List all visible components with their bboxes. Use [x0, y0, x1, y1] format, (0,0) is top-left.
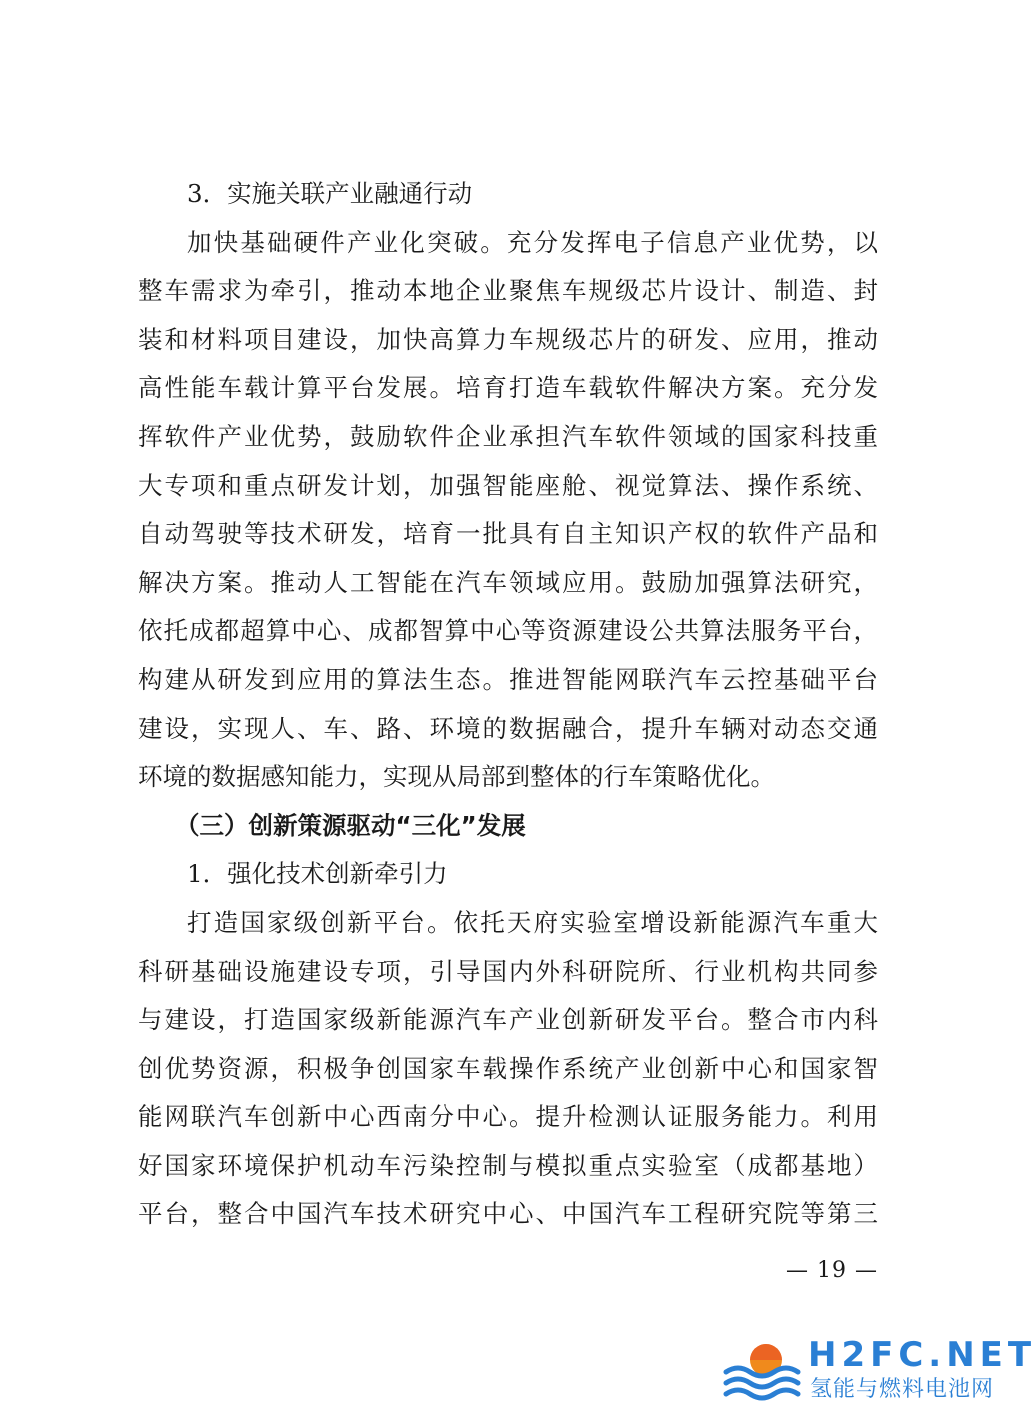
section-heading-3: （三）创新策源驱动“三化”发展: [175, 810, 526, 840]
watermark-title: H2FC.NET: [808, 1335, 1036, 1375]
paragraph-line: 依托成都超算中心、成都智算中心等资源建设公共算法服务平台，: [138, 616, 878, 646]
subsection-heading-3: 3．实施关联产业融通行动: [187, 179, 473, 208]
paragraph-line: 高性能车载计算平台发展。培育打造车载软件解决方案。充分发: [138, 373, 878, 403]
paragraph-line: 好国家环境保护机动车污染控制与模拟重点实验室（成都基地）: [138, 1150, 878, 1180]
paragraph-line: 打造国家级创新平台。依托天府实验室增设新能源汽车重大: [187, 907, 878, 937]
paragraph-line: 大专项和重点研发计划，加强智能座舱、视觉算法、操作系统、: [138, 470, 878, 500]
paragraph-line: 科研基础设施建设专项，引导国内外科研院所、行业机构共同参: [138, 956, 878, 986]
document-body: [138, 170, 878, 1239]
paragraph-line: 解决方案。推动人工智能在汽车领域应用。鼓励加强算法研究，: [138, 567, 878, 597]
paragraph-line: 创优势资源，积极争创国家车载操作系统产业创新中心和国家智: [138, 1053, 878, 1083]
subsection-heading-1: 1．强化技术创新牵引力: [187, 859, 448, 889]
paragraph-line: 挥软件产业优势，鼓励软件企业承担汽车软件领域的国家科技重: [138, 421, 878, 451]
paragraph-line: 整车需求为牵引，推动本地企业聚焦车规级芯片设计、制造、封: [138, 276, 878, 306]
watermark-subtitle: 氢能与燃料电池网: [810, 1377, 995, 1402]
page-number: — 19 —: [786, 1258, 878, 1283]
sun-waves-logo-icon: [724, 1338, 802, 1404]
paragraph-line: 平台，整合中国汽车技术研究中心、中国汽车工程研究院等第三: [138, 1199, 878, 1229]
paragraph-line: 构建从研发到应用的算法生态。推进智能网联汽车云控基础平台: [138, 664, 878, 694]
paragraph-line: 自动驾驶等技术研发，培育一批具有自主知识产权的软件产品和: [138, 519, 878, 549]
paragraph-line: 与建设，打造国家级新能源汽车产业创新研发平台。整合市内科: [138, 1005, 878, 1035]
paragraph-line: 装和材料项目建设，加快高算力车规级芯片的研发、应用，推动: [138, 324, 878, 354]
paragraph-line: 环境的数据感知能力，实现从局部到整体的行车策略优化。: [138, 762, 775, 792]
paragraph-line: 能网联汽车创新中心西南分中心。提升检测认证服务能力。利用: [138, 1102, 878, 1132]
paragraph-line: 加快基础硬件产业化突破。充分发挥电子信息产业优势，以: [187, 227, 878, 257]
site-watermark: [724, 1334, 1036, 1408]
paragraph-line: 建设，实现人、车、路、环境的数据融合，提升车辆对动态交通: [138, 713, 878, 743]
